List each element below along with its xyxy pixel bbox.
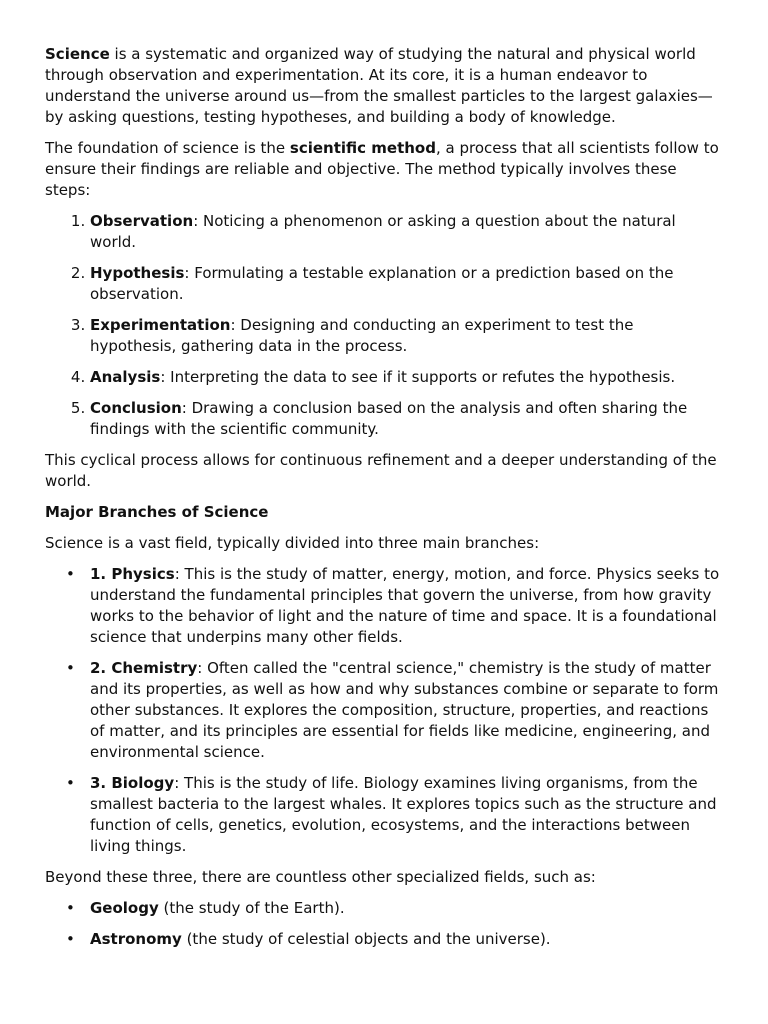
- method-paragraph: [45, 138, 723, 201]
- step-term: Hypothesis: [90, 264, 185, 282]
- list-item: [90, 398, 723, 440]
- list-item: [90, 658, 723, 763]
- step-text: : Formulating a testable explanation or a prediction based on the observation.: [90, 264, 674, 303]
- method-steps-list: [45, 211, 723, 440]
- list-item: [90, 315, 723, 357]
- branches-list: [45, 564, 723, 857]
- intro-term: Science: [45, 45, 110, 63]
- list-item: [90, 929, 723, 950]
- step-term: Conclusion: [90, 399, 182, 417]
- step-text: : Drawing a conclusion based on the analysis and often sharing the findings with the scientific community.: [90, 399, 688, 438]
- method-term: scientific method: [289, 139, 436, 157]
- list-item: [90, 898, 723, 919]
- method-text-before: The foundation of science is the: [45, 139, 290, 157]
- branch-term: 3. Biology: [90, 774, 175, 792]
- method-text-after: , a process that all scientists follow to ensure their findings are reliable and objective. The method typically involves these steps:: [45, 139, 719, 199]
- intro-paragraph: [45, 44, 723, 128]
- list-item: [90, 564, 723, 648]
- step-term: Experimentation: [90, 316, 231, 334]
- branch-term: 2. Chemistry: [90, 659, 198, 677]
- step-text: : Designing and conducting an experiment to test the hypothesis, gathering data in the process.: [90, 316, 634, 355]
- step-text: : Interpreting the data to see if it supports or refutes the hypothesis.: [160, 368, 676, 386]
- field-term: Astronomy: [90, 930, 182, 948]
- list-item: [90, 211, 723, 253]
- branch-text: : Often called the "central science," chemistry is the study of matter and its properties, as well as how and why substances combine or separate to form other substances. It explores the composition, structure, properties, and reactions of matter, and its principles are essential for fields like medicine, engineering, and environmental science.: [90, 659, 719, 761]
- step-text: : Noticing a phenomenon or asking a question about the natural world.: [90, 212, 676, 251]
- cycle-paragraph: This cyclical process allows for continuous refinement and a deeper understanding of the world.: [45, 451, 717, 490]
- list-item: [90, 263, 723, 305]
- list-item: [90, 367, 723, 388]
- intro-text: is a systematic and organized way of studying the natural and physical world through observation and experimentation. At its core, it is a human endeavor to understand the universe around us—from the smallest particles to the largest galaxies—by asking questions, testing hypotheses, and building a body of knowledge.: [45, 45, 713, 126]
- branches-heading: Major Branches of Science: [45, 503, 269, 521]
- field-text: (the study of celestial objects and the universe).: [181, 930, 551, 948]
- field-term: Geology: [90, 899, 159, 917]
- branch-text: : This is the study of matter, energy, motion, and force. Physics seeks to understand the fundamental principles that govern the universe, from how gravity works to the behavior of light and the nature of time and space. It is a foundational science that underpins many other fields.: [90, 565, 720, 646]
- branch-term: 1. Physics: [90, 565, 175, 583]
- step-term: Observation: [90, 212, 194, 230]
- field-text: (the study of the Earth).: [158, 899, 345, 917]
- branch-text: : This is the study of life. Biology examines living organisms, from the smallest bacteria to the largest whales. It explores topics such as the structure and function of cells, genetics, evolution, ecosystems, and the interactions between living things.: [90, 774, 717, 855]
- list-item: [90, 773, 723, 857]
- branches-intro: Science is a vast field, typically divided into three main branches:: [45, 534, 540, 552]
- step-term: Analysis: [90, 368, 161, 386]
- other-fields-list: [45, 898, 723, 950]
- other-fields-intro: Beyond these three, there are countless other specialized fields, such as:: [45, 868, 596, 886]
